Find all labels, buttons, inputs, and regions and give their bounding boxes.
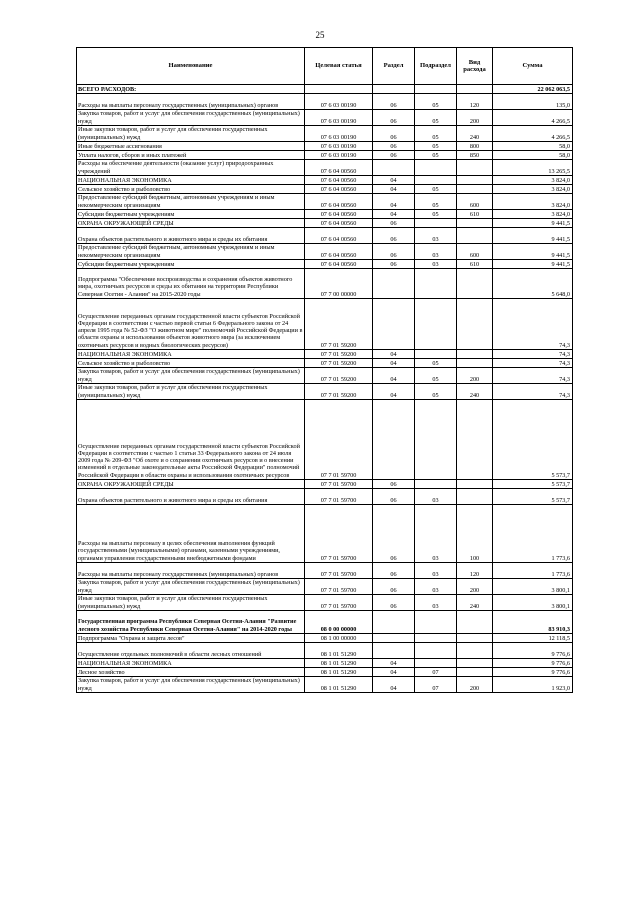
row-subsection-cell: 05 — [415, 151, 457, 160]
row-sum-cell: 13 265,5 — [493, 160, 573, 176]
row-name-cell: Осуществление отдельных полномочий в области лесных отношений — [77, 643, 305, 659]
row-type-cell: 800 — [457, 142, 493, 151]
table-row — [77, 595, 573, 611]
row-subsection-cell: 03 — [415, 595, 457, 611]
row-sum-cell: 22 062 063,5 — [493, 85, 573, 94]
row-subsection-cell: 03 — [415, 563, 457, 579]
row-name-cell: Подпрограмма "Обеспечение воспроизводства и сохранения объектов животного мира, охотничьих ресурсов и среды их обитания на территории Республики Северная Осетия - Алания" на 2015-2020 годы — [77, 269, 305, 299]
row-subsection-cell: 05 — [415, 194, 457, 210]
row-name-cell: Сельское хозяйство и рыболовство — [77, 359, 305, 368]
table-row — [77, 228, 573, 244]
row-sum-cell: 9 776,6 — [493, 643, 573, 659]
row-subsection-cell: 03 — [415, 579, 457, 595]
row-subsection-cell: 03 — [415, 489, 457, 505]
row-section-cell: 06 — [373, 219, 415, 228]
row-article-cell: 07 6 04 00560 — [305, 160, 373, 176]
header-name: Наименование — [77, 48, 305, 85]
row-section-cell — [373, 160, 415, 176]
header-expense-type: Вид расхода — [457, 48, 493, 85]
row-section-cell — [373, 269, 415, 299]
row-name-cell: Предоставление субсидий бюджетным, автономным учреждениям и иным некоммерческим организациям — [77, 194, 305, 210]
row-subsection-cell: 03 — [415, 505, 457, 563]
row-article-cell: 07 7 01 59700 — [305, 505, 373, 563]
table-row — [77, 210, 573, 219]
row-subsection-cell: 05 — [415, 94, 457, 110]
row-sum-cell: 12 118,5 — [493, 634, 573, 643]
table-row — [77, 643, 573, 659]
row-sum-cell: 9 441,5 — [493, 228, 573, 244]
row-sum-cell: 74,3 — [493, 350, 573, 359]
row-type-cell: 240 — [457, 126, 493, 142]
table-row — [77, 85, 573, 94]
row-name-cell: НАЦИОНАЛЬНАЯ ЭКОНОМИКА — [77, 659, 305, 668]
row-type-cell — [457, 185, 493, 194]
row-subsection-cell: 03 — [415, 228, 457, 244]
row-subsection-cell — [415, 269, 457, 299]
row-type-cell: 100 — [457, 505, 493, 563]
row-subsection-cell — [415, 219, 457, 228]
table-header-row — [77, 48, 573, 85]
row-subsection-cell — [415, 659, 457, 668]
row-name-cell: Иные закупки товаров, работ и услуг для обеспечения государственных (муниципальных) нужд — [77, 384, 305, 400]
budget-table — [76, 47, 573, 693]
row-section-cell: 06 — [373, 142, 415, 151]
row-type-cell — [457, 299, 493, 350]
row-sum-cell: 3 800,1 — [493, 595, 573, 611]
row-section-cell — [373, 611, 415, 634]
row-type-cell — [457, 228, 493, 244]
row-type-cell: 120 — [457, 563, 493, 579]
table-row — [77, 299, 573, 350]
table-row — [77, 350, 573, 359]
row-subsection-cell: 03 — [415, 244, 457, 260]
row-section-cell: 06 — [373, 244, 415, 260]
row-name-cell: Лесное хозяйство — [77, 668, 305, 677]
row-section-cell: 06 — [373, 110, 415, 126]
row-type-cell — [457, 643, 493, 659]
table-row — [77, 563, 573, 579]
row-type-cell — [457, 489, 493, 505]
table-row — [77, 677, 573, 693]
row-subsection-cell: 05 — [415, 359, 457, 368]
row-type-cell — [457, 480, 493, 489]
row-sum-cell: 74,3 — [493, 299, 573, 350]
row-article-cell: 07 6 04 00560 — [305, 260, 373, 269]
table-row — [77, 384, 573, 400]
row-article-cell: 07 7 01 59200 — [305, 350, 373, 359]
row-name-cell: Закупка товаров, работ и услуг для обеспечения государственных (муниципальных) нужд — [77, 110, 305, 126]
table-row — [77, 244, 573, 260]
row-name-cell: ВСЕГО РАСХОДОВ: — [77, 85, 305, 94]
row-type-cell: 600 — [457, 244, 493, 260]
row-article-cell: 07 7 01 59700 — [305, 579, 373, 595]
header-subsection: Подраздел — [415, 48, 457, 85]
table-row — [77, 126, 573, 142]
table-row — [77, 659, 573, 668]
table-row — [77, 400, 573, 480]
row-sum-cell: 74,3 — [493, 384, 573, 400]
table-body — [77, 85, 573, 693]
row-article-cell: 08 1 01 51290 — [305, 677, 373, 693]
row-type-cell: 240 — [457, 384, 493, 400]
row-type-cell: 600 — [457, 194, 493, 210]
row-section-cell — [373, 643, 415, 659]
row-type-cell — [457, 668, 493, 677]
page-number: 25 — [315, 30, 325, 40]
row-subsection-cell — [415, 634, 457, 643]
row-section-cell: 04 — [373, 659, 415, 668]
row-subsection-cell — [415, 350, 457, 359]
row-section-cell: 04 — [373, 176, 415, 185]
row-name-cell: Иные закупки товаров, работ и услуг для обеспечения государственных (муниципальных) нужд — [77, 126, 305, 142]
row-sum-cell: 9 776,6 — [493, 668, 573, 677]
row-sum-cell: 135,0 — [493, 94, 573, 110]
row-section-cell: 06 — [373, 489, 415, 505]
row-subsection-cell: 03 — [415, 260, 457, 269]
row-section-cell: 06 — [373, 563, 415, 579]
row-name-cell: Закупка товаров, работ и услуг для обеспечения государственных (муниципальных) нужд — [77, 677, 305, 693]
row-subsection-cell: 05 — [415, 126, 457, 142]
row-article-cell: 07 7 01 59200 — [305, 368, 373, 384]
row-subsection-cell — [415, 160, 457, 176]
row-name-cell: Расходы на выплаты персоналу государственных (муниципальных) органов — [77, 94, 305, 110]
row-article-cell: 07 6 04 00560 — [305, 228, 373, 244]
row-sum-cell: 5 573,7 — [493, 400, 573, 480]
row-subsection-cell — [415, 299, 457, 350]
row-subsection-cell: 07 — [415, 668, 457, 677]
row-section-cell: 06 — [373, 151, 415, 160]
table-row — [77, 142, 573, 151]
row-type-cell — [457, 350, 493, 359]
row-article-cell: 08 1 01 51290 — [305, 659, 373, 668]
table-row — [77, 368, 573, 384]
row-article-cell: 07 6 04 00560 — [305, 185, 373, 194]
row-section-cell — [373, 299, 415, 350]
row-name-cell: Закупка товаров, работ и услуг для обеспечения государственных (муниципальных) нужд — [77, 368, 305, 384]
row-section-cell: 06 — [373, 579, 415, 595]
table-row — [77, 505, 573, 563]
row-subsection-cell — [415, 400, 457, 480]
row-sum-cell: 1 773,6 — [493, 505, 573, 563]
row-type-cell: 240 — [457, 595, 493, 611]
row-type-cell — [457, 85, 493, 94]
row-section-cell: 06 — [373, 228, 415, 244]
row-sum-cell: 74,3 — [493, 368, 573, 384]
row-sum-cell: 58,0 — [493, 151, 573, 160]
row-name-cell: Государственная программа Республики Северная Осетия-Алания "Развитие лесного хозяйства Республики Северная Осетия-Алания" на 2014-2020 годы — [77, 611, 305, 634]
row-type-cell — [457, 176, 493, 185]
row-name-cell: Осуществление переданных органам государственной власти субъектов Российской Федерации в соответствии с частью 1 статьи 33 Федерального закона от 24 июля 2009 года № 209-ФЗ "Об охоте и о сохранении охотничьих ресурсов и о внесении изменений в отдельные законодательные акты Российской Федерации" полномочий Российской Федерации в области охраны и использования охотничьих ресурсов — [77, 400, 305, 480]
table-row — [77, 489, 573, 505]
table-row — [77, 579, 573, 595]
row-section-cell: 06 — [373, 480, 415, 489]
row-section-cell — [373, 85, 415, 94]
row-subsection-cell: 07 — [415, 677, 457, 693]
table-row — [77, 480, 573, 489]
row-name-cell: Иные закупки товаров, работ и услуг для обеспечения государственных (муниципальных) нужд — [77, 595, 305, 611]
row-article-cell: 07 6 04 00560 — [305, 176, 373, 185]
row-section-cell: 04 — [373, 210, 415, 219]
row-article-cell — [305, 85, 373, 94]
row-sum-cell: 5 648,0 — [493, 269, 573, 299]
row-article-cell: 07 7 01 59700 — [305, 595, 373, 611]
row-article-cell: 07 6 03 00190 — [305, 94, 373, 110]
row-subsection-cell — [415, 611, 457, 634]
row-section-cell: 04 — [373, 668, 415, 677]
row-article-cell: 07 7 01 59700 — [305, 489, 373, 505]
row-type-cell — [457, 359, 493, 368]
row-sum-cell: 58,0 — [493, 142, 573, 151]
row-article-cell: 07 7 01 59200 — [305, 384, 373, 400]
row-type-cell — [457, 160, 493, 176]
row-name-cell: Иные бюджетные ассигнования — [77, 142, 305, 151]
row-section-cell: 06 — [373, 505, 415, 563]
row-sum-cell: 4 266,5 — [493, 126, 573, 142]
row-article-cell: 07 7 01 59200 — [305, 299, 373, 350]
row-name-cell: ОХРАНА ОКРУЖАЮЩЕЙ СРЕДЫ — [77, 219, 305, 228]
row-type-cell: 200 — [457, 110, 493, 126]
row-sum-cell: 9 441,5 — [493, 244, 573, 260]
row-article-cell: 07 7 01 59200 — [305, 359, 373, 368]
row-sum-cell: 4 266,5 — [493, 110, 573, 126]
row-sum-cell: 3 824,0 — [493, 210, 573, 219]
row-subsection-cell — [415, 176, 457, 185]
row-sum-cell: 9 776,6 — [493, 659, 573, 668]
row-type-cell: 200 — [457, 677, 493, 693]
row-section-cell — [373, 634, 415, 643]
header-section: Раздел — [373, 48, 415, 85]
row-section-cell: 04 — [373, 677, 415, 693]
row-subsection-cell: 05 — [415, 210, 457, 219]
row-sum-cell: 83 910,3 — [493, 611, 573, 634]
row-name-cell: Расходы на обеспечение деятельности (оказание услуг) природоохранных учреждений — [77, 160, 305, 176]
row-sum-cell: 1 923,0 — [493, 677, 573, 693]
row-section-cell: 04 — [373, 359, 415, 368]
row-article-cell: 08 1 00 00000 — [305, 634, 373, 643]
row-section-cell: 06 — [373, 595, 415, 611]
row-type-cell — [457, 611, 493, 634]
table-row — [77, 185, 573, 194]
row-section-cell: 04 — [373, 350, 415, 359]
row-subsection-cell: 05 — [415, 368, 457, 384]
row-article-cell: 07 6 04 00560 — [305, 194, 373, 210]
row-section-cell: 06 — [373, 260, 415, 269]
row-type-cell: 610 — [457, 210, 493, 219]
row-type-cell — [457, 659, 493, 668]
row-name-cell: Закупка товаров, работ и услуг для обеспечения государственных (муниципальных) нужд — [77, 579, 305, 595]
row-name-cell: Осуществление переданных органам государственной власти субъектов Российской Федерации в соответствии с частью первой статьи 6 Федерального закона от 24 апреля 1995 года № 52-ФЗ "О животном мире" полномочий Российской Федерации в области охраны и использования объектов животного мира (за исключением охотничьих ресурсов и водных биологических ресурсов) — [77, 299, 305, 350]
table-row — [77, 110, 573, 126]
row-sum-cell: 74,3 — [493, 359, 573, 368]
row-article-cell: 08 1 01 51290 — [305, 668, 373, 677]
row-section-cell: 04 — [373, 185, 415, 194]
row-name-cell: Сельское хозяйство и рыболовство — [77, 185, 305, 194]
row-article-cell: 08 0 00 00000 — [305, 611, 373, 634]
table-row — [77, 194, 573, 210]
table-row — [77, 94, 573, 110]
row-sum-cell: 3 824,0 — [493, 176, 573, 185]
header-sum: Сумма — [493, 48, 573, 85]
row-article-cell: 07 6 03 00190 — [305, 110, 373, 126]
row-name-cell: НАЦИОНАЛЬНАЯ ЭКОНОМИКА — [77, 176, 305, 185]
row-type-cell — [457, 400, 493, 480]
row-section-cell: 06 — [373, 94, 415, 110]
row-article-cell: 07 6 04 00560 — [305, 244, 373, 260]
row-type-cell — [457, 219, 493, 228]
table-row — [77, 151, 573, 160]
table-row — [77, 219, 573, 228]
row-article-cell: 07 7 01 59700 — [305, 563, 373, 579]
row-article-cell: 07 6 03 00190 — [305, 151, 373, 160]
table-row — [77, 668, 573, 677]
row-type-cell — [457, 634, 493, 643]
row-name-cell: Охрана объектов растительного и животного мира и среды их обитания — [77, 489, 305, 505]
row-article-cell: 08 1 01 51290 — [305, 643, 373, 659]
row-article-cell: 07 6 03 00190 — [305, 142, 373, 151]
row-name-cell: НАЦИОНАЛЬНАЯ ЭКОНОМИКА — [77, 350, 305, 359]
row-subsection-cell — [415, 85, 457, 94]
table-row — [77, 359, 573, 368]
row-article-cell: 07 7 00 00000 — [305, 269, 373, 299]
table-row — [77, 260, 573, 269]
table-row — [77, 634, 573, 643]
row-article-cell: 07 6 04 00560 — [305, 219, 373, 228]
row-article-cell: 07 7 01 59700 — [305, 400, 373, 480]
row-article-cell: 07 7 01 59700 — [305, 480, 373, 489]
row-name-cell: Субсидии бюджетным учреждениям — [77, 210, 305, 219]
row-section-cell: 06 — [373, 126, 415, 142]
row-subsection-cell: 05 — [415, 185, 457, 194]
table-row — [77, 176, 573, 185]
row-subsection-cell: 05 — [415, 384, 457, 400]
row-name-cell: Охрана объектов растительного и животного мира и среды их обитания — [77, 228, 305, 244]
row-subsection-cell — [415, 480, 457, 489]
row-section-cell: 04 — [373, 194, 415, 210]
row-section-cell: 04 — [373, 368, 415, 384]
row-subsection-cell: 05 — [415, 142, 457, 151]
row-sum-cell: 9 441,5 — [493, 260, 573, 269]
row-article-cell: 07 6 03 00190 — [305, 126, 373, 142]
row-name-cell: Уплата налогов, сборов и иных платежей — [77, 151, 305, 160]
row-sum-cell: 3 824,0 — [493, 185, 573, 194]
row-sum-cell: 1 773,6 — [493, 563, 573, 579]
row-sum-cell: 5 573,7 — [493, 489, 573, 505]
row-name-cell: ОХРАНА ОКРУЖАЮЩЕЙ СРЕДЫ — [77, 480, 305, 489]
row-type-cell: 120 — [457, 94, 493, 110]
row-sum-cell: 5 573,7 — [493, 480, 573, 489]
row-type-cell: 200 — [457, 579, 493, 595]
row-name-cell: Расходы на выплаты персоналу государственных (муниципальных) органов — [77, 563, 305, 579]
row-sum-cell: 3 800,1 — [493, 579, 573, 595]
row-name-cell: Подпрограмма "Охрана и защита лесов" — [77, 634, 305, 643]
row-section-cell: 04 — [373, 384, 415, 400]
row-type-cell: 200 — [457, 368, 493, 384]
row-subsection-cell — [415, 643, 457, 659]
row-name-cell: Предоставление субсидий бюджетным, автономным учреждениям и иным некоммерческим организациям — [77, 244, 305, 260]
row-section-cell — [373, 400, 415, 480]
row-name-cell: Расходы на выплаты персоналу в целях обеспечения выполнения функций государственными (муниципальными) органами, казенными учреждениями, органами управления государственными внебюджетными фондами — [77, 505, 305, 563]
table-row — [77, 611, 573, 634]
row-sum-cell: 9 441,5 — [493, 219, 573, 228]
table-row — [77, 269, 573, 299]
row-type-cell — [457, 269, 493, 299]
table-row — [77, 160, 573, 176]
row-name-cell: Субсидии бюджетным учреждениям — [77, 260, 305, 269]
row-sum-cell: 3 824,0 — [493, 194, 573, 210]
header-article: Целевая статья — [305, 48, 373, 85]
row-article-cell: 07 6 04 00560 — [305, 210, 373, 219]
row-type-cell: 610 — [457, 260, 493, 269]
row-subsection-cell: 05 — [415, 110, 457, 126]
row-type-cell: 850 — [457, 151, 493, 160]
